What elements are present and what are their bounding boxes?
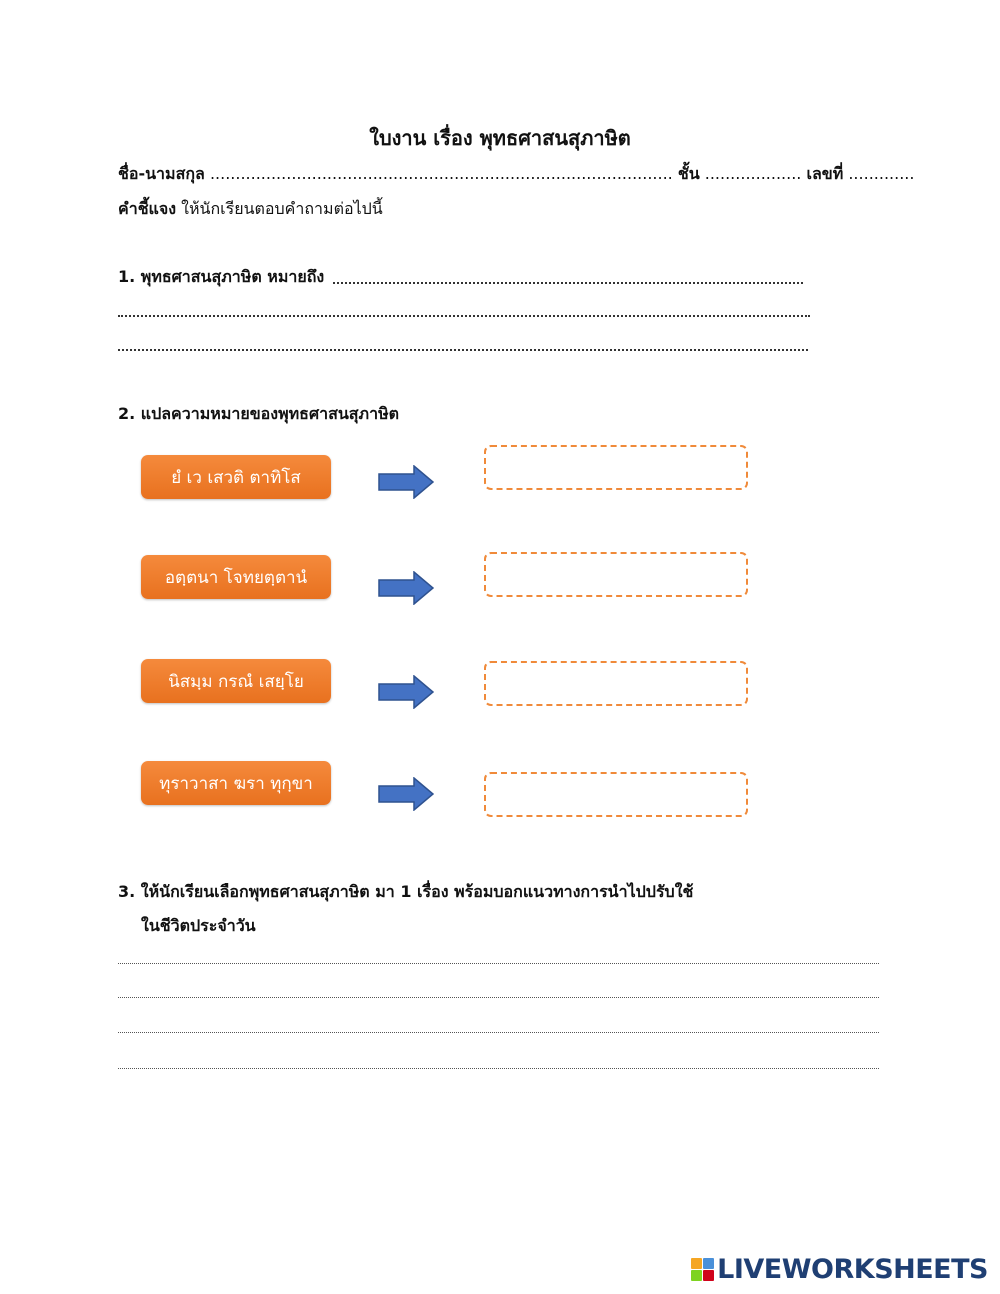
arrow-right-icon: [378, 777, 434, 811]
worksheet-title: ใบงาน เรื่อง พุทธศาสนสุภาษิต: [369, 126, 631, 150]
logo-grid-icon: [691, 1258, 714, 1281]
answer-box-1[interactable]: [484, 445, 748, 490]
student-info-line: [118, 162, 914, 187]
instruction-text: ให้นักเรียนตอบคำถามต่อไปนี้: [181, 199, 383, 218]
arrow-right-icon: [378, 465, 434, 499]
instruction: [118, 197, 383, 222]
answer-box-3[interactable]: [484, 661, 748, 706]
pali-proverb-4: ทุราวาสา ฆรา ทุกฺขา: [141, 761, 331, 805]
q3-text-line-2: ในชีวิตประจำวัน: [141, 916, 256, 935]
q3-text-line-1: 3. ให้นักเรียนเลือกพุทธศาสนสุภาษิต มา 1 เรื่อง พร้อมบอกแนวทางการนำไปปรับใช้: [118, 882, 694, 901]
logo-square-icon: [691, 1258, 702, 1269]
answer-box-4[interactable]: [484, 772, 748, 817]
pali-proverb-3: นิสมฺม กรณํ เสยฺโย: [141, 659, 331, 703]
liveworksheets-logo: [691, 1254, 988, 1284]
number-dots: .............: [848, 164, 915, 183]
q1-answer-line-3[interactable]: [118, 349, 808, 351]
pali-proverb-1: ยํ เว เสวติ ตาทิโส: [141, 455, 331, 499]
name-dots: ...........................................................................................: [209, 164, 673, 183]
name-label: ชื่อ-นามสกุล: [118, 164, 205, 183]
q1-answer-line-2[interactable]: [118, 315, 810, 317]
q3-answer-line-2[interactable]: [118, 997, 879, 998]
q1-answer-line-1[interactable]: [333, 282, 803, 284]
arrow-right-icon: [378, 571, 434, 605]
q3-answer-line-1[interactable]: [118, 963, 879, 964]
logo-text: LIVEWORKSHEETS: [717, 1253, 988, 1285]
number-label: เลขที่: [806, 164, 844, 183]
logo-square-icon: [691, 1270, 702, 1281]
q3-answer-line-3[interactable]: [118, 1032, 879, 1033]
arrow-right-icon: [378, 675, 434, 709]
pali-proverb-2: อตฺตนา โจทยตฺตานํ: [141, 555, 331, 599]
q1-text: 1. พุทธศาสนสุภาษิต หมายถึง: [118, 267, 325, 286]
q2-text: 2. แปลความหมายของพุทธศาสนสุภาษิต: [118, 404, 400, 423]
logo-square-icon: [703, 1270, 714, 1281]
class-label: ชั้น: [677, 164, 700, 183]
q3-answer-line-4[interactable]: [118, 1068, 879, 1069]
instruction-label: คำชี้แจง: [118, 199, 177, 218]
class-dots: ...................: [704, 164, 802, 183]
logo-square-icon: [703, 1258, 714, 1269]
answer-box-2[interactable]: [484, 552, 748, 597]
